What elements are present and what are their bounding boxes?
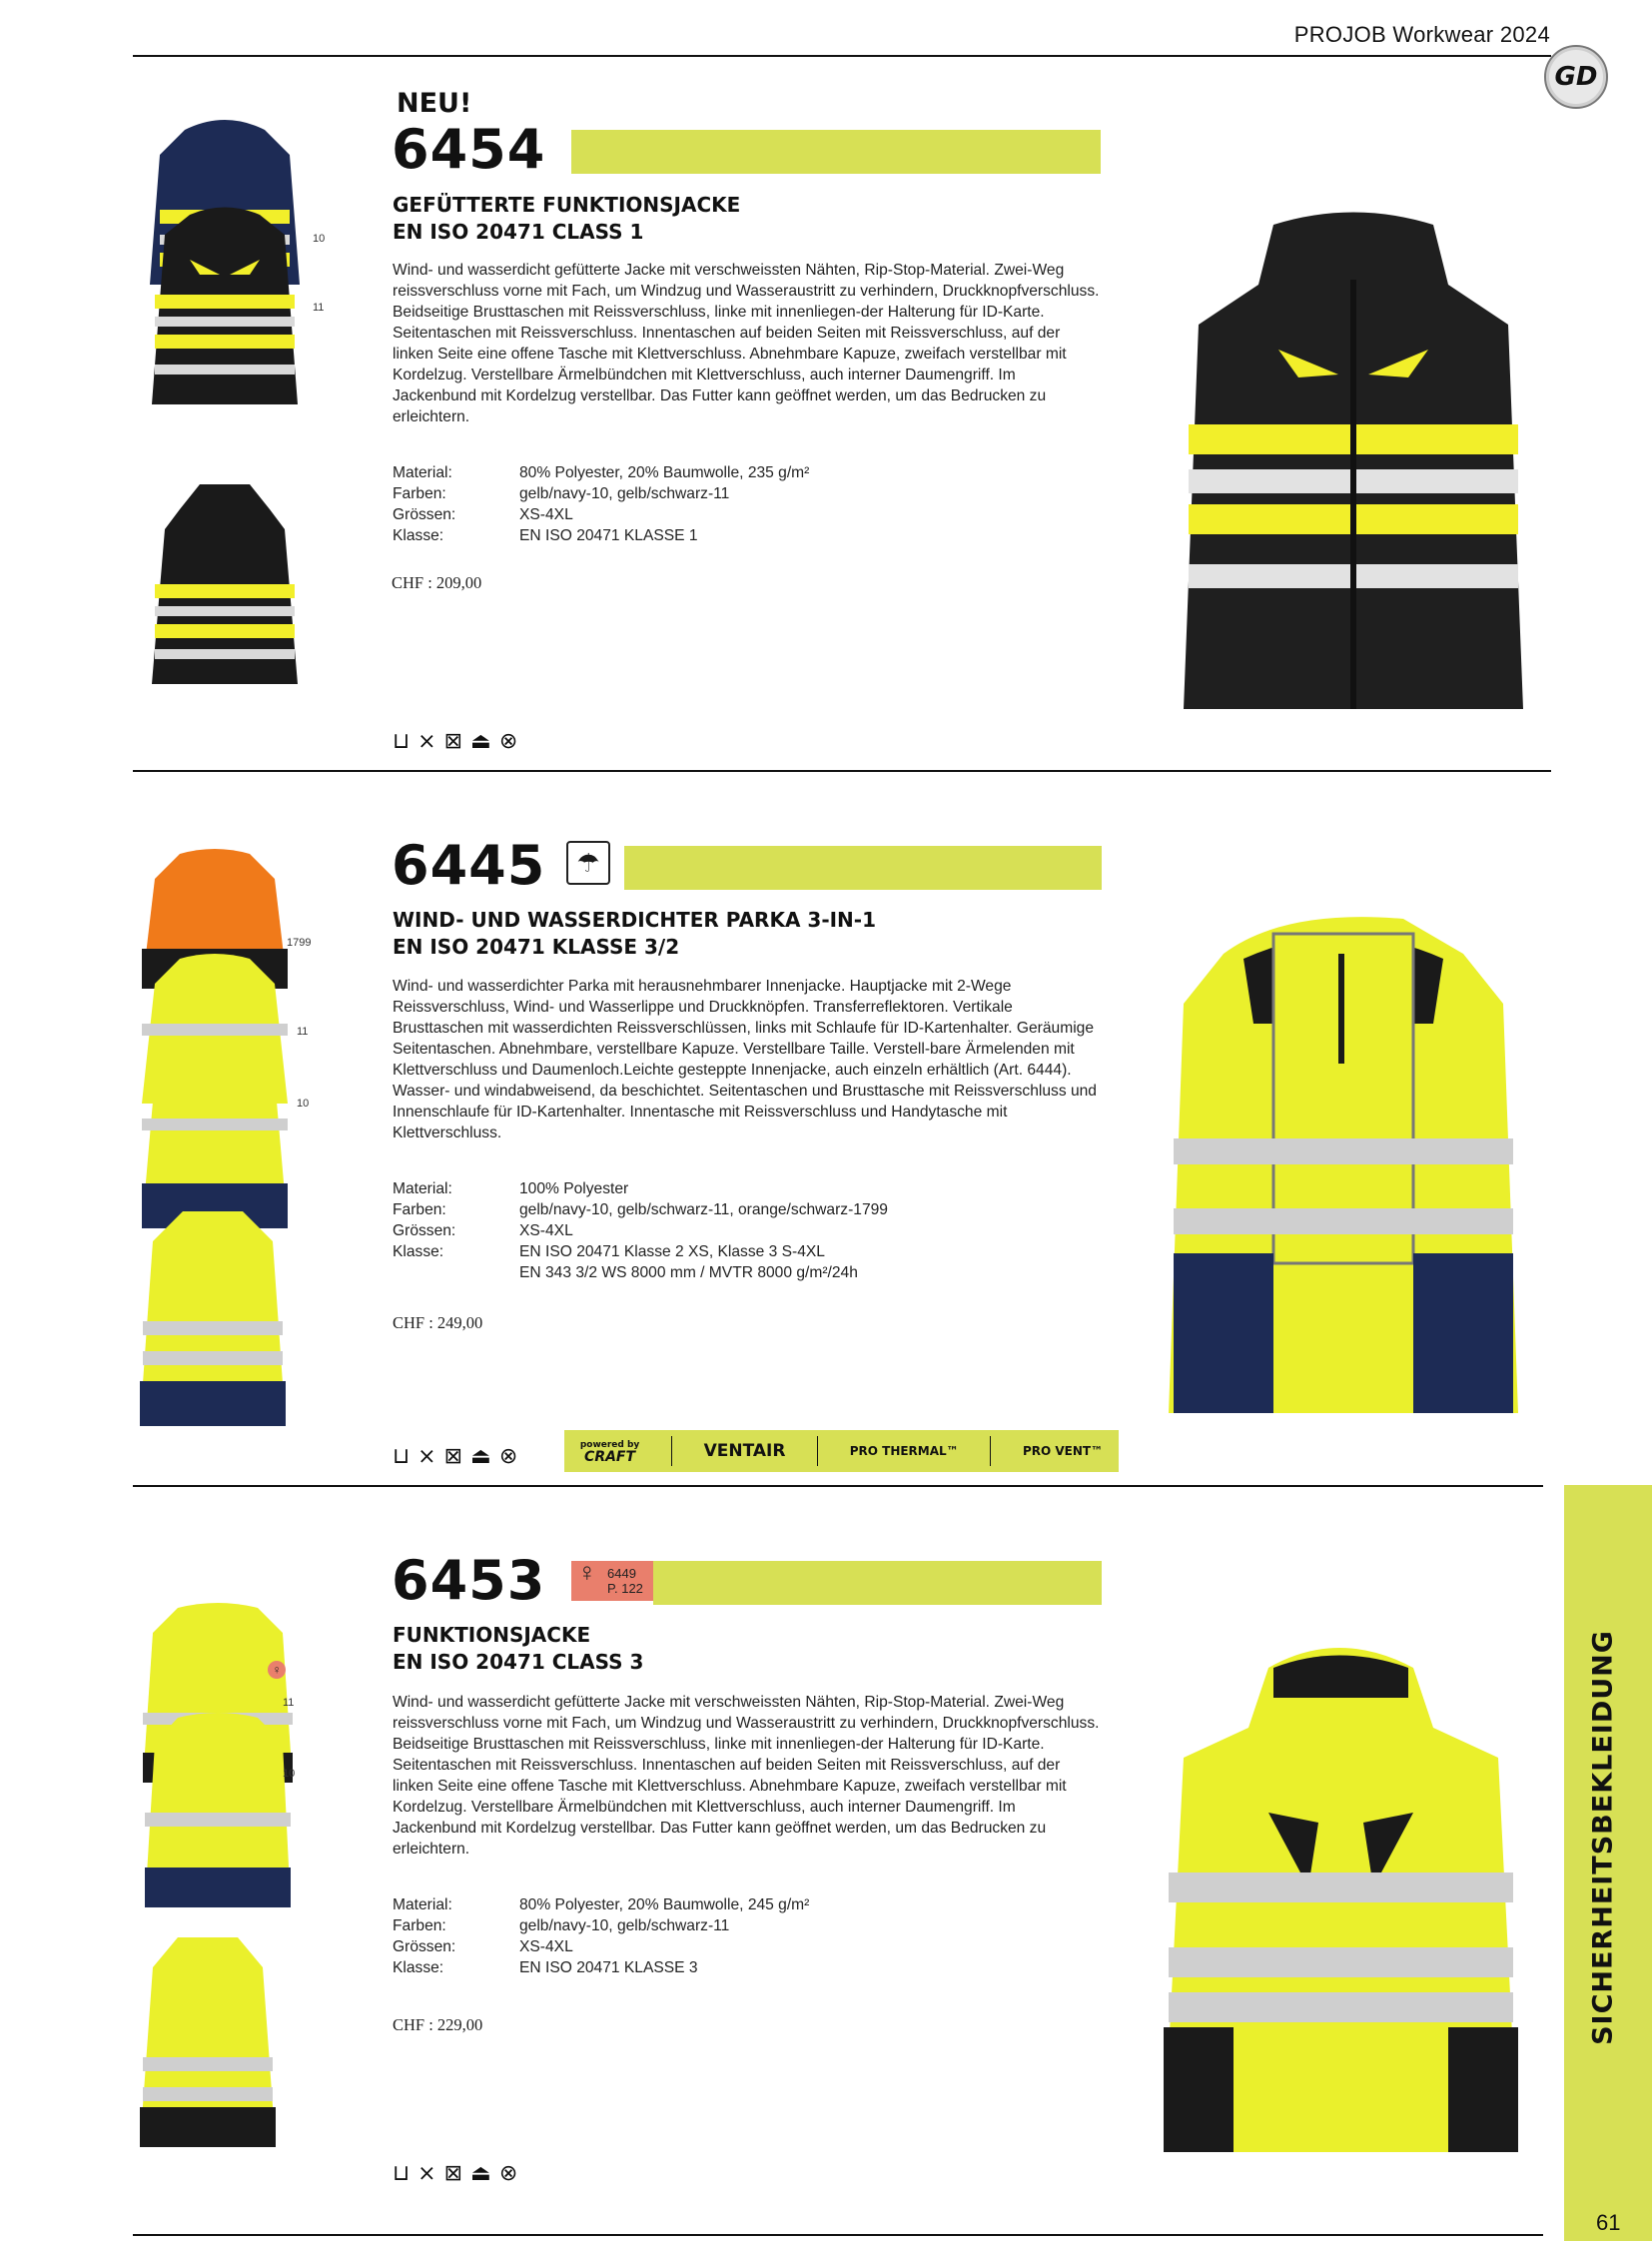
logo-separator (990, 1436, 991, 1466)
product-title (393, 192, 740, 246)
spec-table (393, 462, 1092, 552)
spec-label: Klasse: (393, 1243, 444, 1260)
spec-label: Grössen: (393, 506, 456, 523)
no-tumble-dry-icon: ⊠ (443, 728, 463, 753)
jacket-yellow-navy-thumb (145, 1713, 291, 1907)
umbrella-icon: ☂ (566, 841, 610, 885)
spec-label: Material: (393, 1896, 452, 1913)
swatch-label: 11 (297, 1026, 309, 1038)
section-divider (133, 770, 1551, 772)
lady-article-number: 6449 (607, 1566, 636, 1581)
spec-value: EN ISO 20471 KLASSE 1 (519, 527, 698, 544)
spec-label: Material: (393, 464, 452, 481)
spec-value: 100% Polyester (519, 1180, 629, 1197)
spec-table (393, 1178, 1092, 1288)
spec-label: Farben: (393, 1917, 446, 1934)
spec-value: XS-4XL (519, 1938, 573, 1955)
thumbnail-parka-back (138, 1211, 288, 1431)
product-title-line: WIND- UND WASSERDICHTER PARKA 3-IN-1 (393, 908, 877, 932)
no-bleach-icon: ⨯ (417, 1443, 436, 1468)
spec-value: EN 343 3/2 WS 8000 mm / MVTR 8000 g/m²/24h (519, 1264, 858, 1281)
technology-logos (564, 1430, 1119, 1472)
female-fit-icon: ♀ (268, 1661, 286, 1679)
price: CHF : 249,00 (393, 1313, 483, 1332)
category-label: SICHERHEITSBEKLEIDUNG (1587, 1630, 1619, 2045)
swatch-label: 10 (297, 1098, 310, 1110)
care-symbols (393, 729, 517, 753)
swatch-label: 10 (313, 233, 326, 245)
craft-label: CRAFT (584, 1449, 636, 1465)
spec-value: gelb/navy-10, gelb/schwarz-11 (519, 1917, 730, 1934)
page-number: 61 (1596, 2210, 1621, 2235)
no-tumble-dry-icon: ⊠ (443, 1443, 463, 1468)
craft-powered-by: powered by (579, 1440, 640, 1450)
header-rule (133, 55, 1551, 57)
jacket-yellow-hero (1164, 1648, 1518, 2152)
care-symbols (393, 1444, 517, 1468)
product-description: Wind- und wasserdichter Parka mit herausnehmbarer Innenjacke. Hauptjacke mit 2-Wege Reissverschluss, Wind- und Wasserlippe und Druckknöpfen. Transferreflektoren. Vertikale Brusttaschen mit wasserdichten Reissverschlüssen, links mit Schlaufe für ID-Kartenhalter. Geräumige Seitentaschen. Abnehmbare, verstellbare Kapuze. Verstellbare Taille. Verstell-bare Ärmelenden mit Klettverschluss und Daumenloch.Leichte gesteppte Innenjacke, auch einzeln erhältlich (Art. 6444). Wasser- und windabweisend, da beschichtet. Seitentaschen und Brusttasche mit Reissverschluss und Innenschlaufe für ID-Kartenhalter. Innentasche mit Reissverschluss und Handytasche mit Klettverschluss. (393, 978, 1097, 1141)
spec-table (393, 1894, 1092, 1984)
hero-parka-6445 (1164, 914, 1523, 1423)
prothermal-logo: PRO THERMAL™ (849, 1444, 959, 1458)
thumbnail-parka-stack (140, 849, 290, 1238)
spec-value: 80% Polyester, 20% Baumwolle, 235 g/m² (519, 464, 810, 481)
parka-yellow-navy (142, 1049, 288, 1228)
spec-label: Klasse: (393, 527, 444, 544)
thumbnail-functional-jacket-back (138, 1937, 278, 2152)
parka-back (140, 1211, 286, 1426)
catalog-title: PROJOB Workwear 2024 (1293, 22, 1550, 47)
parka-yellow-open (1169, 917, 1518, 1413)
spec-value: EN ISO 20471 Klasse 2 XS, Klasse 3 S-4XL (519, 1243, 825, 1260)
care-symbols (393, 2161, 517, 2185)
no-dry-clean-icon: ⊗ (498, 1443, 518, 1468)
wash-40-icon: ⊔ (393, 728, 411, 753)
hero-jacket-6453 (1159, 1638, 1523, 2157)
spec-value: gelb/navy-10, gelb/schwarz-11 (519, 485, 730, 502)
spec-value: XS-4XL (519, 1222, 573, 1239)
spec-label: Grössen: (393, 1222, 456, 1239)
swatch-label: 11 (283, 1697, 295, 1709)
swatch-label: 11 (313, 302, 325, 314)
spec-label: Farben: (393, 1201, 446, 1218)
product-description: Wind- und wasserdicht gefütterte Jacke mit verschweissten Nähten, Rip-Stop-Material. Zwei-Weg reissverschluss vorne mit Fach, um Windzug und Wasseraustritt zu verhindern, Druckknopfverschluss. Beidseitige Brusttaschen mit Reissverschluss, linke mit innenliegen-der Halterung für ID-Karte. Seitentaschen mit Reissverschluss. Innentaschen auf beiden Seiten mit Reissverschluss, auf der linken Seite eine offene Tasche mit Klettverschluss. Abnehmbare Kapuze, zweifach verstellbar mit Kordelzug. Verstellbare Ärmelbündchen mit Klettverschluss, auch interner Daumengriff. Im Jackenbund mit Kordelzug verstellbar. Das Futter kann geöffnet werden, um das Bedrucken zu erleichtern. (393, 262, 1100, 425)
product-title-line: FUNKTIONSJACKE (393, 1623, 591, 1647)
no-dry-clean-icon: ⊗ (498, 728, 518, 753)
product-standard-line: EN ISO 20471 CLASS 1 (393, 220, 644, 244)
craft-logo (580, 1439, 639, 1463)
spec-value: gelb/navy-10, gelb/schwarz-11, orange/schwarz-1799 (519, 1201, 888, 1218)
accent-bar (571, 130, 1101, 174)
product-standard-line: EN ISO 20471 KLASSE 3/2 (393, 935, 680, 959)
spec-value: 80% Polyester, 20% Baumwolle, 245 g/m² (519, 1896, 810, 1913)
spec-label: Grössen: (393, 1938, 456, 1955)
spec-label: Material: (393, 1180, 452, 1197)
ventair-logo: VENTAIR (703, 1441, 786, 1461)
product-title (393, 1622, 643, 1676)
female-icon: ♀ (577, 1557, 597, 1587)
lady-page-ref: P. 122 (607, 1581, 643, 1596)
product-title (393, 907, 876, 961)
jacket-black-hero (1184, 213, 1523, 710)
logo-text: GD (1554, 62, 1598, 92)
footer-rule (133, 2234, 1543, 2236)
jacket-black-back (152, 484, 298, 684)
iron-low-icon: ⏏ (470, 1443, 491, 1468)
iron-low-icon: ⏏ (470, 2160, 491, 2185)
no-bleach-icon: ⨯ (417, 2160, 436, 2185)
article-number: 6454 (392, 118, 546, 181)
wash-40-icon: ⊔ (393, 2160, 411, 2185)
wash-40-icon: ⊔ (393, 1443, 411, 1468)
product-description: Wind- und wasserdicht gefütterte Jacke mit verschweissten Nähten, Rip-Stop-Material. Zwei-Weg reissverschluss vorne mit Fach, um Windzug und Wasseraustritt zu verhindern, Druckknopfverschluss. Beidseitige Brusttaschen mit Reissverschluss, linke mit innenliegen-der Halterung für ID-Karte. Seitentaschen mit Reissverschluss. Innentaschen auf beiden Seiten mit Reissverschluss, auf der linken Seite eine offene Tasche mit Klettverschluss. Abnehmbare Kapuze, zweifach verstellbar mit Kordelzug. Verstellbare Ärmelbündchen mit Klettverschluss, auch interner Daumengriff. Im Jackenbund mit Kordelzug verstellbar. Das Futter kann geöffnet werden, um das Bedrucken zu erleichtern. (393, 1694, 1100, 1858)
new-badge: NEU! (397, 88, 472, 119)
accent-bar (653, 1561, 1102, 1605)
brand-logo (1544, 45, 1608, 109)
spec-label: Farben: (393, 485, 446, 502)
article-number: 6445 (392, 834, 546, 897)
product-title-line: GEFÜTTERTE FUNKTIONSJACKE (393, 193, 741, 217)
thumbnail-jacket-back (150, 484, 300, 704)
spec-label: Klasse: (393, 1959, 444, 1976)
article-number: 6453 (392, 1549, 546, 1612)
thumbnail-jacket-black (150, 205, 300, 419)
thumbnail-functional-jacket-stack (138, 1603, 298, 1907)
no-dry-clean-icon: ⊗ (498, 2160, 518, 2185)
swatch-label: 1799 (287, 937, 312, 949)
price: CHF : 209,00 (392, 573, 482, 592)
no-bleach-icon: ⨯ (417, 728, 436, 753)
spec-value: EN ISO 20471 KLASSE 3 (519, 1959, 698, 1976)
logo-separator (817, 1436, 818, 1466)
lady-version-badge (571, 1557, 653, 1601)
provent-logo: PRO VENT™ (1022, 1444, 1104, 1458)
hero-jacket-6454 (1179, 210, 1528, 719)
price: CHF : 229,00 (393, 2015, 483, 2034)
no-tumble-dry-icon: ⊠ (443, 2160, 463, 2185)
section-divider (133, 1485, 1543, 1487)
spec-value: XS-4XL (519, 506, 573, 523)
jacket-back-thumb (140, 1937, 276, 2147)
jacket-black-front (152, 208, 298, 405)
swatch-label: 10 (283, 1768, 296, 1780)
accent-bar (624, 846, 1102, 890)
logo-separator (671, 1436, 672, 1466)
product-standard-line: EN ISO 20471 CLASS 3 (393, 1650, 644, 1674)
iron-low-icon: ⏏ (470, 728, 491, 753)
